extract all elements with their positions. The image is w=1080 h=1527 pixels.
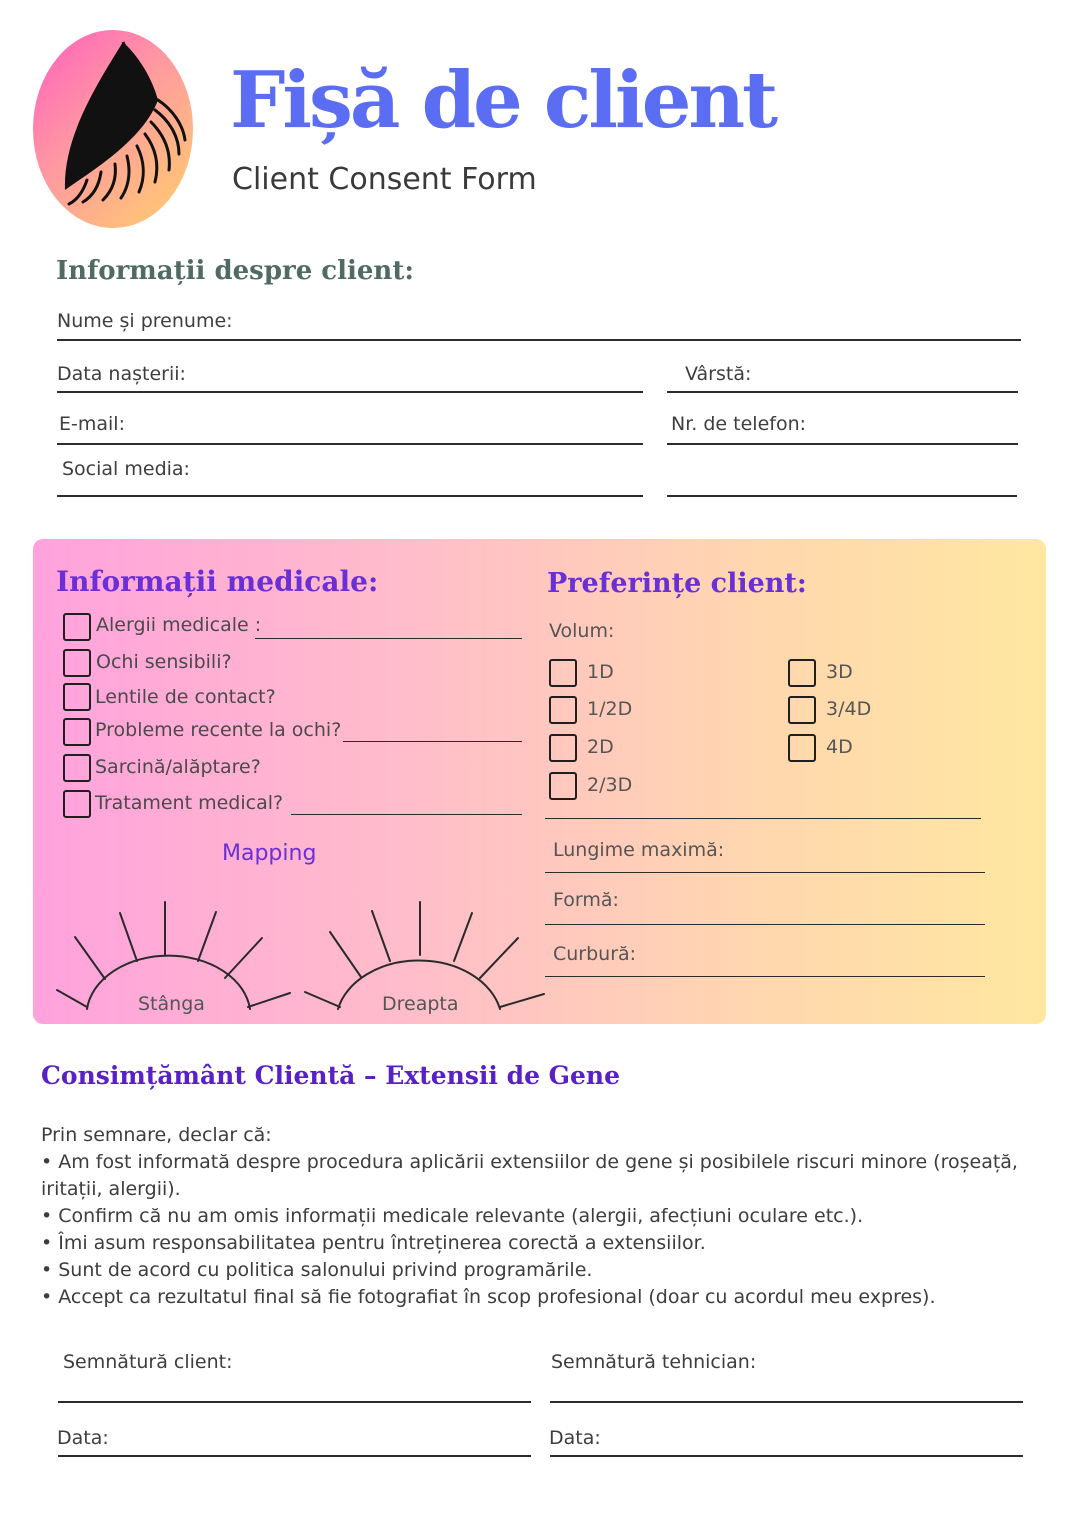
- social-field[interactable]: [57, 495, 643, 497]
- birth-field[interactable]: [57, 391, 643, 393]
- checkbox-allergies[interactable]: [63, 613, 91, 641]
- eye-mapping-diagram[interactable]: [50, 895, 550, 1020]
- volume-4d-label: 4D: [826, 736, 853, 758]
- volume-1d-label: 1D: [587, 661, 614, 683]
- right-eye-label: Dreapta: [382, 993, 459, 1015]
- checkbox-volume-1d[interactable]: [549, 659, 577, 687]
- email-label: E-mail:: [59, 413, 125, 435]
- recent-eye-problems-field[interactable]: [343, 741, 522, 742]
- consent-bullet: • Accept ca rezultatul final să fie fotografiat în scop profesional (doar cu acordul meu expres).: [41, 1286, 936, 1308]
- consent-bullet: • Îmi asum responsabilitatea pentru întreținerea corectă a extensiilor.: [41, 1232, 706, 1254]
- logo: [33, 30, 193, 228]
- left-eye-label: Stânga: [138, 993, 205, 1015]
- checkbox-volume-2-3d[interactable]: [549, 772, 577, 800]
- sensitive-eyes-label: Ochi sensibili?: [96, 651, 232, 673]
- phone-field[interactable]: [667, 443, 1018, 445]
- client-signature-field[interactable]: [58, 1401, 531, 1403]
- shape-field[interactable]: [545, 924, 985, 925]
- consent-bullet: • Confirm că nu am omis informații medicale relevante (alergii, afecțiuni oculare etc.).: [41, 1205, 864, 1227]
- client-signature-label: Semnătură client:: [63, 1351, 233, 1373]
- recent-eye-problems-label: Probleme recente la ochi?: [95, 719, 342, 741]
- volume-3d-label: 3D: [826, 661, 853, 683]
- contact-lenses-label: Lentile de contact?: [95, 686, 276, 708]
- volume-divider: [545, 818, 981, 819]
- tech-date-field[interactable]: [550, 1455, 1023, 1457]
- consent-heading: Consimțământ Clientă – Extensii de Gene: [41, 1061, 621, 1090]
- checkbox-recent-eye-problems[interactable]: [63, 718, 91, 746]
- allergies-field[interactable]: [255, 638, 522, 639]
- volume-label: Volum:: [549, 620, 615, 642]
- volume-2-3d-label: 2/3D: [587, 774, 633, 796]
- medical-heading: Informații medicale:: [56, 565, 379, 598]
- medical-treatment-label: Tratament medical?: [95, 792, 284, 814]
- client-date-label: Data:: [57, 1427, 109, 1449]
- volume-1-2d-label: 1/2D: [587, 698, 633, 720]
- social-label: Social media:: [62, 458, 190, 480]
- page-title: Fișă de client: [230, 55, 776, 146]
- phone-label: Nr. de telefon:: [671, 413, 807, 435]
- tech-date-label: Data:: [549, 1427, 601, 1449]
- eyelash-icon: [33, 30, 193, 228]
- checkbox-medical-treatment[interactable]: [63, 790, 91, 818]
- shape-label: Formă:: [553, 889, 619, 911]
- tech-signature-label: Semnătură tehnician:: [551, 1351, 757, 1373]
- email-field[interactable]: [57, 443, 643, 445]
- curl-field[interactable]: [545, 976, 985, 977]
- checkbox-volume-3d[interactable]: [788, 659, 816, 687]
- age-label: Vârstă:: [685, 363, 752, 385]
- mapping-label: Mapping: [222, 841, 317, 866]
- consent-bullet: • Am fost informată despre procedura aplicării extensiilor de gene și posibilele riscuri minore (roșeață, iritații, alergii).: [41, 1151, 1018, 1200]
- checkbox-sensitive-eyes[interactable]: [63, 649, 91, 677]
- name-label: Nume și prenume:: [57, 310, 233, 332]
- social-field-extra[interactable]: [667, 495, 1017, 497]
- pregnancy-label: Sarcină/alăptare?: [95, 756, 261, 778]
- birth-label: Data nașterii:: [57, 363, 186, 385]
- checkbox-volume-3-4d[interactable]: [788, 696, 816, 724]
- preferences-heading: Preferințe client:: [547, 568, 807, 599]
- consent-bullet: • Sunt de acord cu politica salonului privind programările.: [41, 1259, 593, 1281]
- length-field[interactable]: [545, 872, 985, 873]
- age-field[interactable]: [667, 391, 1018, 393]
- page-subtitle: Client Consent Form: [232, 162, 537, 197]
- consent-intro: Prin semnare, declar că:: [41, 1124, 272, 1146]
- volume-2d-label: 2D: [587, 736, 614, 758]
- medical-treatment-field[interactable]: [291, 814, 522, 815]
- name-field[interactable]: [57, 339, 1021, 341]
- checkbox-pregnancy[interactable]: [63, 754, 91, 782]
- curl-label: Curbură:: [553, 943, 637, 965]
- checkbox-contact-lenses[interactable]: [63, 683, 91, 711]
- tech-signature-field[interactable]: [550, 1401, 1023, 1403]
- checkbox-volume-2d[interactable]: [549, 734, 577, 762]
- client-info-heading: Informații despre client:: [56, 256, 414, 286]
- length-label: Lungime maximă:: [553, 839, 725, 861]
- checkbox-volume-4d[interactable]: [788, 734, 816, 762]
- consent-text: [41, 1122, 1056, 1311]
- allergies-label: Alergii medicale :: [96, 614, 262, 636]
- checkbox-volume-1-2d[interactable]: [549, 696, 577, 724]
- volume-3-4d-label: 3/4D: [826, 698, 872, 720]
- client-date-field[interactable]: [58, 1455, 531, 1457]
